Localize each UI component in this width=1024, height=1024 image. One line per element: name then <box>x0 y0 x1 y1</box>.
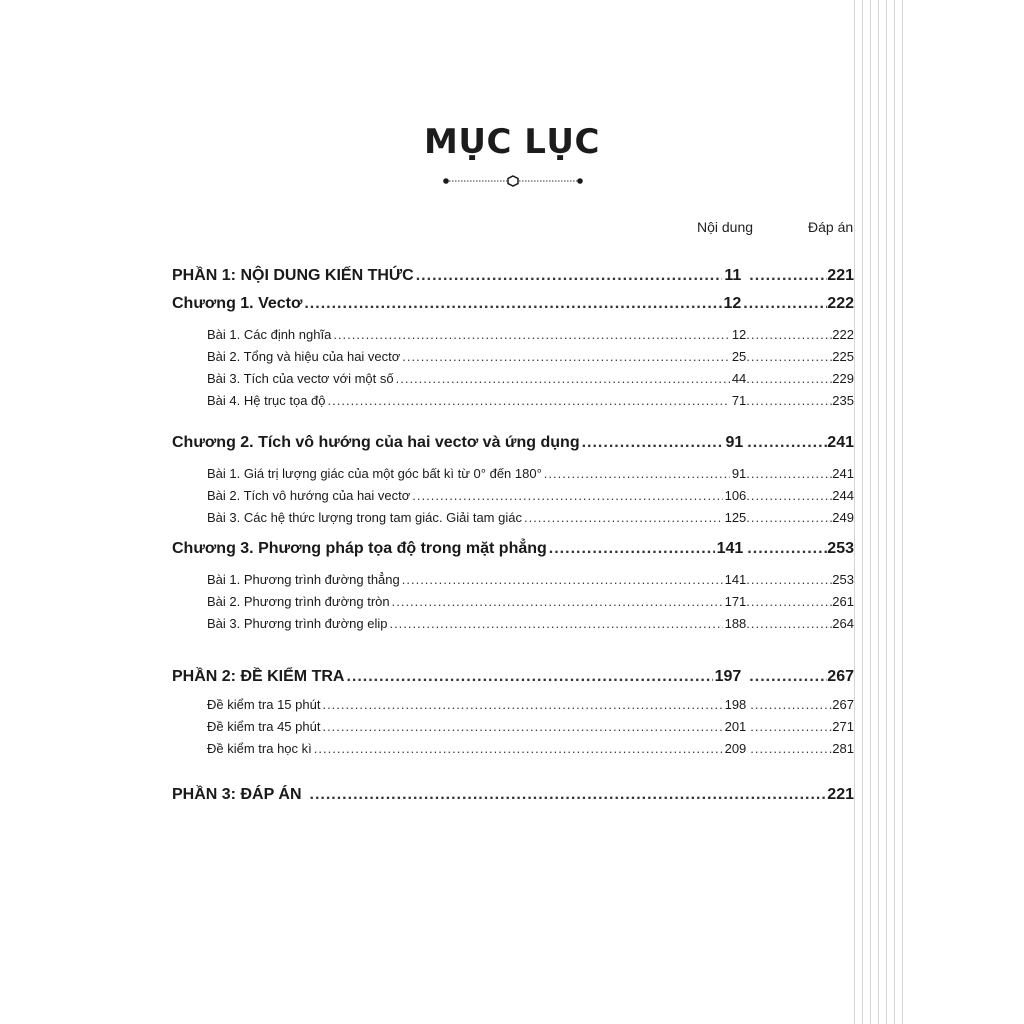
toc-label: PHẦN 3: ĐÁP ÁN <box>172 786 302 803</box>
toc-lesson[interactable] <box>207 488 854 503</box>
toc-lesson[interactable] <box>207 349 854 364</box>
toc-label: Bài 1. Các định nghĩa <box>207 327 332 342</box>
toc-label: Bài 4. Hệ trục tọa độ <box>207 393 326 408</box>
column-header-answers: Đáp án <box>808 219 854 235</box>
dot-leader <box>544 466 730 481</box>
dot-leader <box>743 295 827 313</box>
toc-page: 12 <box>723 295 742 312</box>
toc-lesson[interactable] <box>207 594 854 609</box>
toc-page: 91 <box>731 466 747 481</box>
toc-label: Bài 2. Tổng và hiệu của hai vectơ <box>207 349 401 364</box>
toc-page: 141 <box>724 572 747 587</box>
toc-answer-page: 241 <box>832 466 854 481</box>
toc-page: 12 <box>731 327 747 342</box>
toc-page: 44 <box>731 371 747 386</box>
toc-answer-page: 267 <box>832 697 854 712</box>
dot-leader <box>402 572 723 587</box>
dot-leader <box>322 697 722 712</box>
toc-page: 71 <box>731 393 747 408</box>
toc-page: 141 <box>716 540 744 557</box>
dot-leader <box>750 719 832 734</box>
toc-test[interactable] <box>207 741 854 756</box>
toc-lesson[interactable] <box>207 572 854 587</box>
dot-leader <box>746 327 832 342</box>
toc-page: 197 <box>714 668 742 685</box>
toc-chapter-1[interactable] <box>172 295 854 313</box>
toc-chapter-2[interactable] <box>172 434 854 452</box>
toc-answer-page: 261 <box>832 594 854 609</box>
toc-label: PHẦN 2: ĐỀ KIỂM TRA <box>172 668 345 685</box>
toc-page: 106 <box>724 488 747 503</box>
toc-answer-page: 225 <box>832 349 854 364</box>
toc-answer-page: 222 <box>827 295 854 312</box>
dot-leader <box>746 488 832 503</box>
toc-test[interactable] <box>207 697 854 712</box>
toc-answer-page: 267 <box>827 668 854 685</box>
dot-leader <box>416 267 723 285</box>
toc-page: 25 <box>731 349 747 364</box>
toc-answer-page: 249 <box>832 510 854 525</box>
dot-leader <box>310 786 826 804</box>
toc-label: Chương 2. Tích vô hướng của hai vectơ và ứng dụng <box>172 434 580 451</box>
dot-leader <box>333 327 730 342</box>
toc-page: 201 <box>724 719 747 734</box>
toc-label: PHẦN 1: NỘI DUNG KIẾN THỨC <box>172 267 414 284</box>
toc-answer-page: 229 <box>832 371 854 386</box>
toc-page: 11 <box>724 267 742 284</box>
toc-page: 209 <box>724 741 747 756</box>
dot-leader <box>749 267 827 285</box>
dot-leader <box>746 349 832 364</box>
dot-leader <box>402 349 730 364</box>
dot-leader <box>549 540 715 558</box>
toc-answer-page: 244 <box>832 488 854 503</box>
toc-answer-page: 253 <box>827 540 854 557</box>
toc-part-2[interactable] <box>172 668 854 686</box>
toc-label: Bài 1. Phương trình đường thẳng <box>207 572 400 587</box>
dot-leader <box>328 393 730 408</box>
toc-label: Bài 3. Tích của vectơ với một số <box>207 371 394 386</box>
dot-leader <box>412 488 722 503</box>
dot-leader <box>747 434 827 452</box>
toc-part-3[interactable] <box>172 786 854 804</box>
toc-lesson[interactable] <box>207 616 854 631</box>
dot-leader <box>346 668 712 686</box>
toc-label: Bài 2. Tích vô hướng của hai vectơ <box>207 488 411 503</box>
toc-page: 198 <box>724 697 747 712</box>
toc-answer-page: 221 <box>827 267 854 284</box>
toc-label: Chương 3. Phương pháp tọa độ trong mặt phẳng <box>172 540 547 557</box>
toc-answer-page: 281 <box>832 741 854 756</box>
dot-leader <box>746 594 832 609</box>
toc-test[interactable] <box>207 719 854 734</box>
dot-leader <box>396 371 730 386</box>
toc-label: Đề kiểm tra học kì <box>207 741 312 756</box>
dot-leader <box>746 572 832 587</box>
dot-leader <box>304 295 721 313</box>
toc-lesson[interactable] <box>207 393 854 408</box>
dot-leader <box>750 741 832 756</box>
dot-leader <box>524 510 723 525</box>
dot-leader <box>747 540 827 558</box>
toc-answer-page: 253 <box>832 572 854 587</box>
dot-leader <box>746 616 832 631</box>
toc-chapter-3[interactable] <box>172 540 854 558</box>
dot-leader <box>582 434 724 452</box>
toc-answer-page: 241 <box>827 434 854 451</box>
toc-page: 91 <box>725 434 744 451</box>
toc-lesson[interactable] <box>207 466 854 481</box>
toc-lesson[interactable] <box>207 327 854 342</box>
dot-leader <box>746 371 832 386</box>
toc-lesson[interactable] <box>207 510 854 525</box>
toc-page: 125 <box>724 510 747 525</box>
dot-leader <box>389 616 722 631</box>
toc-label: Bài 3. Phương trình đường elip <box>207 616 388 631</box>
toc-answer-page: 264 <box>832 616 854 631</box>
toc-page: 171 <box>724 594 747 609</box>
dot-leader <box>749 668 827 686</box>
toc-answer-page: 221 <box>827 786 854 803</box>
toc-label: Đề kiểm tra 45 phút <box>207 719 321 734</box>
toc-answer-page: 271 <box>832 719 854 734</box>
dot-leader <box>392 594 723 609</box>
toc-label: Đề kiểm tra 15 phút <box>207 697 321 712</box>
column-header-content: Nội dung <box>697 219 754 235</box>
dot-leader <box>746 393 832 408</box>
toc-lesson[interactable] <box>207 371 854 386</box>
toc-answer-page: 222 <box>832 327 854 342</box>
toc-label: Bài 2. Phương trình đường tròn <box>207 594 390 609</box>
toc-label: Bài 1. Giá trị lượng giác của một góc bất kì từ 0° đến 180° <box>207 466 542 481</box>
dot-leader <box>750 697 832 712</box>
toc-part-1[interactable] <box>172 267 854 285</box>
toc-label: Bài 3. Các hệ thức lượng trong tam giác. Giải tam giác <box>207 510 522 525</box>
dot-leader <box>314 741 723 756</box>
page-title: MỤC LỤC <box>424 122 600 162</box>
toc-answer-page: 235 <box>832 393 854 408</box>
dot-leader <box>746 510 832 525</box>
toc-page: 188 <box>724 616 747 631</box>
dot-leader <box>746 466 832 481</box>
dot-leader <box>322 719 722 734</box>
toc-label: Chương 1. Vectơ <box>172 295 303 312</box>
